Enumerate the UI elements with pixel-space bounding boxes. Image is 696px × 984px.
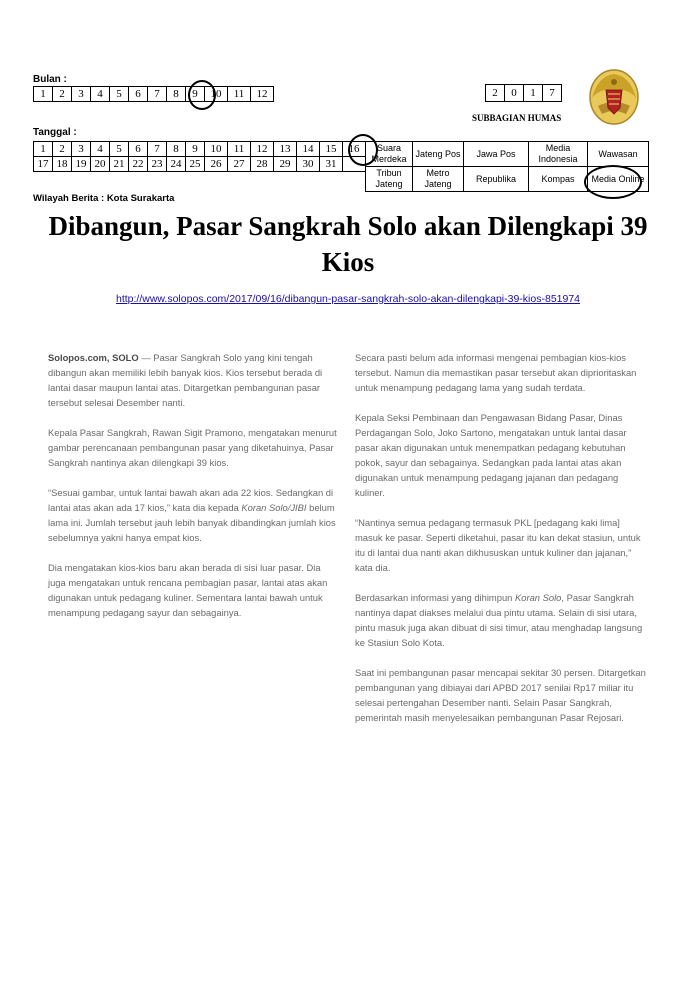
month-grid (33, 86, 274, 102)
month-cell: 10 (205, 87, 228, 102)
date-grid (33, 141, 366, 172)
article-column-right (355, 350, 647, 740)
paragraph (355, 590, 647, 650)
paragraph-text: , Pasar Sangkrah nantinya dapat diakses melalui dua pintu utama. Selain di sisi utara, pintu masuk juga akan dibuat di sisi timur, atau menghadap langsung ke Stasiun Solo Kota. (355, 592, 643, 648)
garuda-emblem-icon (588, 68, 640, 126)
date-cell: 22 (129, 157, 148, 172)
media-cell: Jawa Pos (464, 142, 529, 167)
paragraph-text: Berdasarkan informasi yang dihimpun (355, 592, 515, 603)
date-cell: 12 (251, 142, 274, 157)
publication-name: Koran Solo/JIBI (241, 502, 307, 513)
month-cell: 3 (72, 87, 91, 102)
date-cell: 25 (186, 157, 205, 172)
source-label: Solopos.com, SOLO (48, 352, 139, 363)
date-cell: 29 (274, 157, 297, 172)
month-cell: 2 (53, 87, 72, 102)
date-cell: 1 (34, 142, 53, 157)
date-cell: 3 (72, 142, 91, 157)
date-cell: 17 (34, 157, 53, 172)
month-cell: 11 (228, 87, 251, 102)
paragraph: “Nantinya semua pedagang termasuk PKL [pedagang kaki lima] masuk ke pasar. Seperti diketahui, pasar itu kan dekat stasiun, untuk itu di lantai dua nanti akan dikhususkan untuk kuliner dan jajanan,” kata dia. (355, 517, 641, 573)
wilayah-label: Wilayah Berita : Kota Surakarta (33, 193, 175, 204)
paragraph: Secara pasti belum ada informasi mengenai pembagian kios-kios tersebut. Namun dia memastikan pasar tersebut akan diprioritaskan untuk menampung pedagang lama yang sudah terdata. (355, 352, 637, 393)
month-cell: 5 (110, 87, 129, 102)
date-cell: 30 (297, 157, 320, 172)
year-digit: 1 (524, 85, 543, 102)
article-column-left (48, 350, 338, 635)
paragraph: Saat ini pembangunan pasar mencapai sekitar 30 persen. Ditargetkan pembangunan yang dibiayai dari APBD 2017 senilai Rp17 miliar itu selesai pertengahan Desember nanti. Selain Pasar Sangkrah, pemerintah masih menyelesaikan pembangunan Pasar Rejosari. (355, 667, 646, 723)
media-cell: Wawasan (588, 142, 649, 167)
selected-month-circle (188, 80, 216, 110)
month-cell: 6 (129, 87, 148, 102)
date-cell: 16 (343, 142, 366, 157)
media-cell: Republika (464, 167, 529, 192)
selected-media-circle (584, 165, 642, 199)
media-cell: Tribun Jateng (366, 167, 413, 192)
date-cell: 15 (320, 142, 343, 157)
article-headline: Dibangun, Pasar Sangkrah Solo akan Dilengkapi 39 Kios (48, 211, 648, 277)
month-cell: 4 (91, 87, 110, 102)
date-cell: 27 (228, 157, 251, 172)
date-cell: 5 (110, 142, 129, 157)
date-cell: 18 (53, 157, 72, 172)
month-cell: 1 (34, 87, 53, 102)
tanggal-label: Tanggal : (33, 127, 77, 138)
date-cell: 26 (205, 157, 228, 172)
department-label: SUBBAGIAN HUMAS (472, 113, 562, 123)
month-cell: 7 (148, 87, 167, 102)
paragraph-text: belum lama ini. Jumlah tersebut jauh lebih banyak dibandingkan jumlah kios sebelumnya yakni hanya empat kios. (48, 502, 336, 543)
date-cell: 14 (297, 142, 320, 157)
date-cell: 8 (167, 142, 186, 157)
publication-name: Koran Solo (514, 592, 562, 603)
paragraph: Kepala Seksi Pembinaan dan Pengawasan Bidang Pasar, Dinas Perdagangan Solo, Joko Sartono, mengatakan untuk lantai dasar pasar akan digunakan untuk menempatkan pedagang kebutuhan pokok, sayur dan sebagainya. Sedangkan pada lantai atas akan digunakan untuk menampung pedagang jajanan dan pedagang kuliner. (355, 412, 627, 498)
paragraph-text: “Sesuai gambar, untuk lantai bawah akan ada 22 kios. Sedangkan di lantai atas akan ada 17 kios,” kata dia kepada (48, 487, 334, 513)
date-cell: 13 (274, 142, 297, 157)
date-cell: 28 (251, 157, 274, 172)
year-digit: 7 (543, 85, 562, 102)
bulan-label: Bulan : (33, 74, 67, 85)
article-url-link[interactable]: http://www.solopos.com/2017/09/16/dibangun-pasar-sangkrah-solo-akan-dilengkapi-39-kios-851974 (115, 293, 581, 305)
date-cell: 6 (129, 142, 148, 157)
date-cell: 10 (205, 142, 228, 157)
media-cell: Media Online (588, 167, 649, 192)
media-cell: Kompas (529, 167, 588, 192)
month-cell: 12 (251, 87, 274, 102)
paragraph: Kepala Pasar Sangkrah, Rawan Sigit Pramono, mengatakan menurut gambar perencanaan pembangunan pasar yang diketahuinya, Pasar Sangkrah nantinya akan dilengkapi 39 kios. (48, 427, 337, 468)
year-boxes (485, 84, 562, 102)
date-cell: 20 (91, 157, 110, 172)
date-cell: 21 (110, 157, 129, 172)
media-cell: Suara Merdeka (366, 142, 413, 167)
month-cell: 9 (186, 87, 205, 102)
date-cell: 23 (148, 157, 167, 172)
date-cell: 24 (167, 157, 186, 172)
media-cell: Jateng Pos (413, 142, 464, 167)
month-cell: 8 (167, 87, 186, 102)
media-cell: Metro Jateng (413, 167, 464, 192)
paragraph (48, 485, 338, 545)
date-cell: 9 (186, 142, 205, 157)
paragraph-text: — Pasar Sangkrah Solo yang kini tengah dibangun akan memiliki lebih banyak kios. Kios tersebut berada di lantai dasar maupun lantai atas. Ditargetkan pembangunan pasar tersebut selesai Desember nanti. (48, 352, 323, 408)
date-cell: 7 (148, 142, 167, 157)
date-cell: 19 (72, 157, 91, 172)
paragraph: Dia mengatakan kios-kios baru akan berada di sisi luar pasar. Dia juga mengatakan untuk rencana pembagian pasar, lantai atas akan digunakan untuk pedagang kuliner. Sementara lantai bawah untuk menampung pedagang sayur dan sebagainya. (48, 562, 328, 618)
paragraph (48, 350, 338, 410)
date-cell: 31 (320, 157, 343, 172)
year-digit: 0 (505, 85, 524, 102)
media-cell: Media Indonesia (529, 142, 588, 167)
date-cell: 4 (91, 142, 110, 157)
date-cell: 11 (228, 142, 251, 157)
year-digit: 2 (486, 85, 505, 102)
date-cell: 2 (53, 142, 72, 157)
